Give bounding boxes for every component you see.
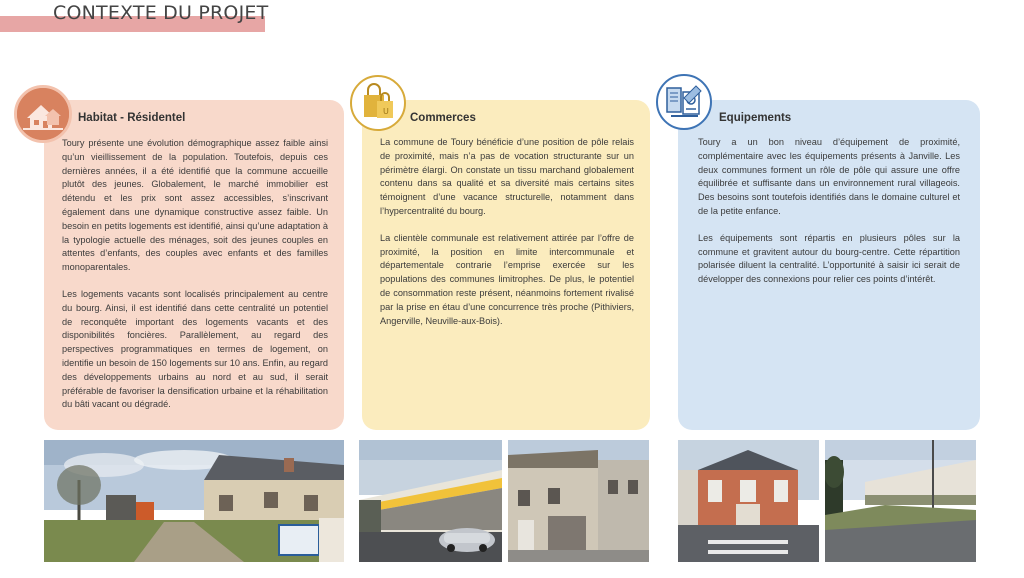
photo-town-hall xyxy=(678,440,819,562)
photo-town-centre-shops xyxy=(508,440,649,562)
page-title: CONTEXTE DU PROJET xyxy=(53,2,269,24)
paragraph: Toury présente une évolution démographique assez faible ainsi qu’un vieillissement de la population. Toutefois, depuis ces dernières années, il a été identifié que la commune accueille plutôt des jeunes. Globalement, le marché immobilier est détendu et les prix sont assez accessibles, s’inscrivant également dans une dynamique constructive assez faible. Un besoin en petits logements est identifié, ainsi qu’une adaptation à la typologie actuelle des ménages, soit des jeunes couples en attentes d’enfants, des couples avec enfants et des familles monoparentales. xyxy=(62,138,328,273)
card-title-habitat: Habitat - Résidentel xyxy=(78,112,186,124)
card-text-habitat xyxy=(62,137,328,425)
photo-sports-hall xyxy=(825,440,976,562)
svg-text:U: U xyxy=(383,107,389,116)
paragraph: La commune de Toury bénéficie d’une position de pôle relais de proximité, mais n’a pas de vocation structurante sur un périmètre élargi. On constate un tissu marchand globalement contenu dans sa qualité et sa diversité mais certains sites témoignent d’une vacance structurelle, notamment dans l’hypercentralité du bourg. xyxy=(380,137,634,216)
paragraph: La clientèle communale est relativement attirée par l’offre de proximité, la position en limite intercommunale et départementale contrarie l’emprise exercée sur les populations des communes limitrophes. De plus, le potentiel de consommation reste présent, néanmoins fortement rivalisé par la prise en étau d’une concurrence très proche (Pithiviers, Angerville, Neuville-aux-Bois). xyxy=(380,232,634,326)
card-commerces xyxy=(362,100,650,430)
equipment-tools-icon xyxy=(656,74,712,130)
photo-residential-street xyxy=(44,440,344,562)
card-text-commerces xyxy=(380,136,634,341)
card-habitat xyxy=(44,100,344,430)
card-equipements xyxy=(678,100,980,430)
card-title-equipements: Equipements xyxy=(719,112,792,124)
shopping-bags-icon xyxy=(350,75,406,131)
house-icon xyxy=(14,85,72,143)
card-title-commerces: Commerces xyxy=(410,112,476,124)
card-text-equipements xyxy=(698,136,960,300)
photo-shopping-centre xyxy=(359,440,502,562)
paragraph: Les équipements sont répartis en plusieurs pôles sur la commune et gravitent autour du bourg-centre. Cette répartition polarisée diluent la centralité. L’opportunité à saisir ici serait de développer des connexions pour relier ces points d’intérêt. xyxy=(698,232,960,285)
paragraph: Toury a un bon niveau d’équipement de proximité, complémentaire avec les équipements présents à Janville. Les deux communes forment un rôle de pôle qui assure une offre équilibrée et suffisante dans un environnement rural villageois. Des besoins sont toutefois identifiés dans le domaine culturel et de la petite enfance. xyxy=(698,137,960,216)
paragraph: Les logements vacants sont localisés principalement au centre du bourg. Ainsi, il est identifié dans cette centralité un potentiel de reconquête important des logements vacants et des disponibilités foncières. Parallèlement, au regard des perspectives programmatiques en termes de logement, on identifie un besoin de 150 logements sur 10 ans. Enfin, au regard des développements urbains au nord et au sud, il serait préférable de favoriser la densification urbaine et la réhabilitation du bâti vacant ou dégradé. xyxy=(62,288,328,410)
